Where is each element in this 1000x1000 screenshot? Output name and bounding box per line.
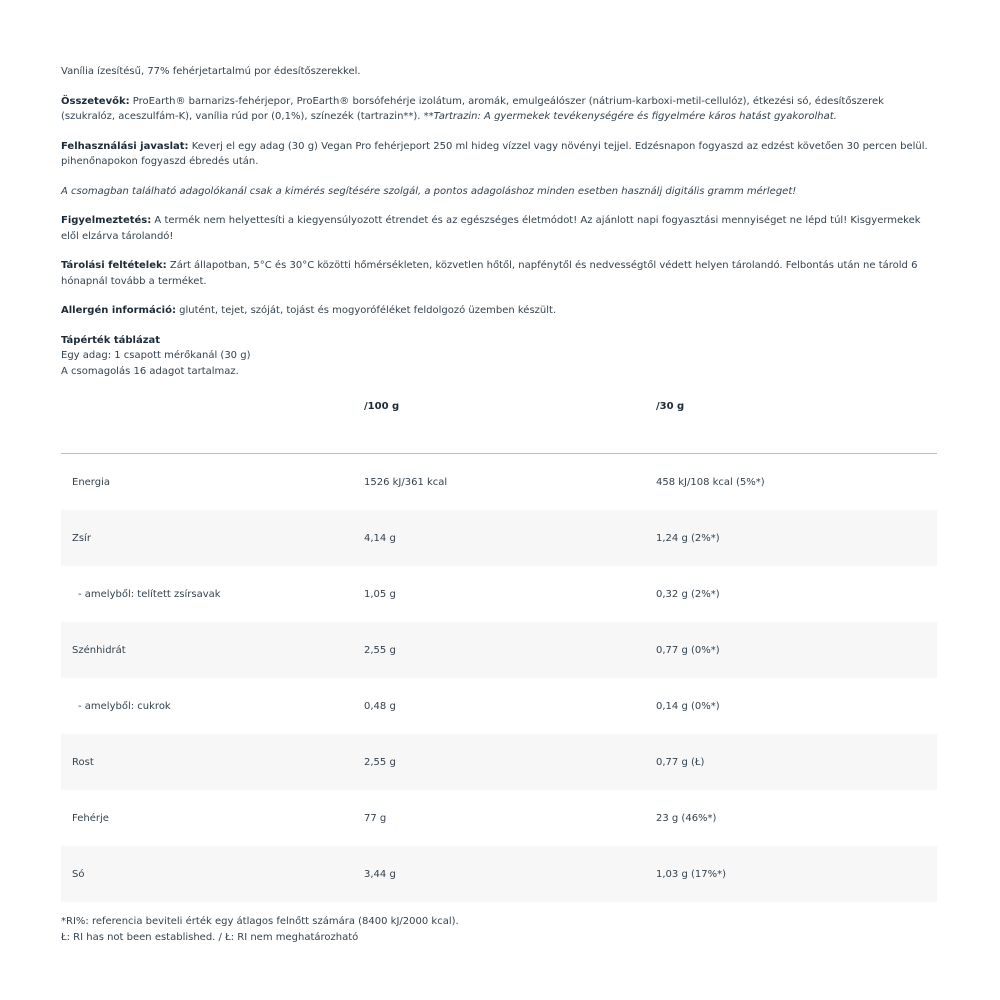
warning-paragraph [61,213,937,244]
nutrient-name: Fehérje [72,812,109,824]
tartrazine-note: **Tartrazin: A gyermekek tevékenységére és figyelmére káros hatást gyakorolhat. [423,111,837,122]
nutrient-subitem: - amelyből: cukrok [78,700,171,712]
nutrient-name: Energia [72,476,110,488]
table-row [61,454,937,511]
value-per-30g: 1,24 g (2%*) [656,510,937,566]
intro-text: Vanília ízesítésű, 77% fehérjetartalmú por édesítőszerekkel. [61,66,361,77]
header-nutrient [61,393,364,454]
table-row [61,678,937,734]
table-row [61,566,937,622]
table-row [61,622,937,678]
value-per-100g: 4,14 g [364,510,656,566]
nutrition-title: Tápérték táblázat [61,334,161,346]
warning-text: A termék nem helyettesíti a kiegyensúlyozott étrendet és az egészséges életmódot! Az ajánlott napi fogyasztási mennyiséget ne lépd túl! Kisgyermekek elől elzárva tárolandó! [61,215,921,242]
servings-per-pack: A csomagolás 16 adagot tartalmaz. [61,365,239,377]
nutrient-name: Rost [61,734,364,790]
table-row [61,734,937,790]
allergen-paragraph [61,303,937,319]
value-per-30g: 458 kJ/108 kcal (5%*) [656,476,765,488]
value-per-100g: 3,44 g [364,846,656,902]
table-row [61,510,937,566]
footnote-not-established: Ł: RI has not been established. / Ł: RI nem meghatározható [61,931,359,943]
usage-label: Felhasználási javaslat: [61,140,189,152]
allergen-label: Allergén információ: [61,305,176,316]
serving-size: Egy adag: 1 csapott mérőkanál (30 g) [61,350,251,361]
ingredients-label: Összetevők: [61,95,130,107]
header-per-30g: /30 g [656,393,937,454]
ingredients-text: ProEarth® barnarizs-fehérjepor, ProEarth® borsófehérje izolátum, aromák, emulgeálószer (nátrium-karboxi-metil-cellulóz), étkezési só, édesítőszerek (szukralóz, aceszulfám-K), vanília rúd por (0,1%), színezék (tartrazin**). [61,95,884,122]
value-per-100g: 0,48 g [364,700,396,712]
allergen-text: glutént, tejet, szóját, tojást és mogyoróféléket feldolgozó üzemben készült. [175,305,557,316]
value-per-30g: 23 g (46%*) [656,812,717,824]
value-per-100g: 2,55 g [364,622,656,678]
storage-label: Tárolási feltételek: [61,260,167,271]
value-per-30g: 0,14 g (0%*) [656,700,720,712]
value-per-30g: 0,32 g (2%*) [656,588,720,600]
table-row [61,846,937,902]
value-per-100g: 77 g [364,812,387,824]
storage-text: Zárt állapotban, 5°C és 30°C közötti hőmérsékleten, közvetlen hőtől, napfénytől és nedvességtől védett helyen tárolandó. Felbontás után ne tárold 6 hónapnál tovább a terméket. [61,260,918,287]
nutrient-name: Szénhidrát [61,622,364,678]
footnote-ri: *RI%: referencia beviteli érték egy átlagos felnőtt számára (8400 kJ/2000 kcal). [61,916,459,927]
usage-paragraph [61,139,937,170]
value-per-100g: 1,05 g [364,588,396,600]
storage-paragraph [61,258,937,289]
value-per-100g: 2,55 g [364,734,656,790]
table-row [61,790,937,846]
nutrition-table [61,393,937,902]
nutrient-name: Zsír [61,510,364,566]
product-description [61,64,937,945]
value-per-30g: 0,77 g (0%*) [656,622,937,678]
nutrient-subitem: - amelyből: telített zsírsavak [78,588,221,600]
usage-text: Keverj el egy adag (30 g) Vegan Pro fehérjeport 250 ml hideg vízzel vagy növényi tejjel. Edzésnapon fogyaszd az edzést követően 30 percen belül. pihenőnapokon fogyaszd ébredés után. [61,140,928,167]
nutrient-name: Só [61,846,364,902]
nutrient-name [61,566,364,622]
value-per-100g: 1526 kJ/361 kcal [364,476,448,488]
ingredients-paragraph [61,94,937,125]
nutrient-name [61,678,364,734]
footnotes [61,914,937,945]
value-per-30g: 1,03 g (17%*) [656,846,937,902]
warning-label: Figyelmeztetés: [61,215,152,226]
nutrition-header-row [61,393,937,454]
scoop-note: A csomagban található adagolókanál csak a kimérés segítésére szolgál, a pontos adagoláshoz minden esetben használj digitális gramm mérleget! [61,185,797,197]
value-per-30g: 0,77 g (Ł) [656,734,937,790]
header-per-100g: /100 g [364,393,656,454]
